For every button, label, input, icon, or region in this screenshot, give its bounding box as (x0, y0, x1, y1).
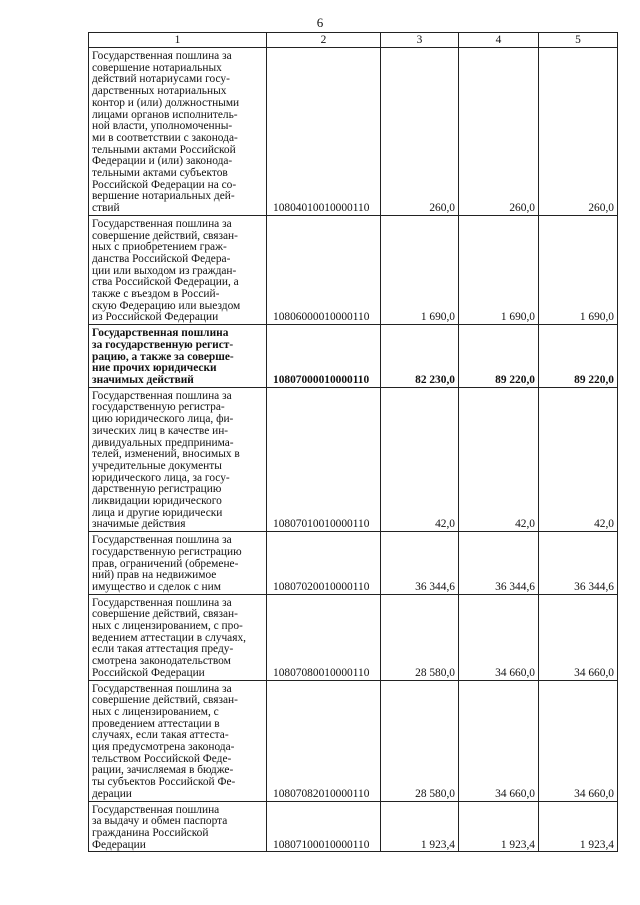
description-line: цию юридического лица, фи- (92, 413, 234, 426)
table-row (89, 801, 618, 852)
description-line: проведением аттестации в (92, 717, 220, 730)
budget-code: 10806000010000110 (267, 215, 381, 324)
description-line: рации, зачисляемая в бюдже- (92, 764, 234, 777)
value-col-3: 42,0 (381, 387, 459, 531)
value-col-4: 1 690,0 (459, 215, 539, 324)
header-col-5: 5 (539, 33, 618, 48)
description-line: государственную регистра- (92, 401, 225, 414)
description-line: за государственную регист- (92, 338, 234, 351)
description-line: Федерации и (или) законода- (92, 155, 233, 168)
description-line: Государственная пошлина (92, 327, 229, 340)
value-col-4: 1 923,4 (459, 801, 539, 852)
page-number: 6 (316, 15, 324, 30)
value-col-3: 1 690,0 (381, 215, 459, 324)
value-col-3: 36 344,6 (381, 532, 459, 595)
description-line: прав, ограничений (обремене- (92, 557, 239, 570)
description-line: рацию, а также за соверше- (92, 350, 234, 363)
header-col-2: 2 (267, 33, 381, 48)
description-line: Государственная пошлина за (92, 682, 232, 695)
budget-code: 10807080010000110 (267, 594, 381, 680)
description-line: значимых действий (92, 373, 194, 386)
table-row (89, 325, 618, 388)
description-line: государственную регистрацию (92, 545, 242, 558)
value-col-5: 42,0 (539, 387, 618, 531)
value-col-5: 34 660,0 (539, 594, 618, 680)
description-line: ных с приобретением граж- (92, 241, 227, 254)
value-col-4: 42,0 (459, 387, 539, 531)
value-col-3: 28 580,0 (381, 594, 459, 680)
description-line: действий нотариусами госу- (92, 73, 230, 86)
value-col-5: 1 690,0 (539, 215, 618, 324)
value-col-4: 89 220,0 (459, 325, 539, 388)
table-row (89, 215, 618, 324)
description-line: дарственную регистрацию (92, 483, 222, 496)
description-line: дарственных нотариальных (92, 85, 227, 98)
budget-code: 10807010010000110 (267, 387, 381, 531)
header-col-3: 3 (381, 33, 459, 48)
value-col-5: 260,0 (539, 48, 618, 216)
description-line: Государственная пошлина за (92, 596, 232, 609)
description-line: ствий (92, 202, 120, 215)
description-line: ведением аттестации в случаях, (92, 631, 247, 644)
description-line: лицами органов исполнитель- (92, 108, 238, 121)
description-line: дивидуальных предпринима- (92, 436, 234, 449)
value-col-5: 1 923,4 (539, 801, 618, 852)
description-line: за выдачу и обмен паспорта (92, 815, 228, 828)
description-line: совершение действий, связан- (92, 608, 238, 621)
description-line: скую Федерацию или выездом (92, 299, 241, 312)
description-line: ной власти, уполномоченны- (92, 120, 233, 133)
description-line: тельными актами Российской (92, 143, 236, 156)
description-line: ции или выходом из граждан- (92, 264, 237, 277)
row-description (89, 387, 267, 531)
description-line: ми в соответствии с законода- (92, 131, 238, 144)
description-line: данства Российской Федера- (92, 252, 231, 265)
table-row (89, 680, 618, 801)
description-line: юридического лица, за госу- (92, 471, 230, 484)
description-line: дерации (92, 787, 132, 800)
row-description (89, 48, 267, 216)
description-line: тельными актами субъектов (92, 167, 228, 180)
description-line: вершение нотариальных дей- (92, 190, 235, 203)
description-line: Государственная пошлина за (92, 389, 232, 402)
budget-code: 10807000010000110 (267, 325, 381, 388)
value-col-4: 260,0 (459, 48, 539, 216)
description-line: также с въездом в Россий- (92, 288, 220, 301)
description-line: ний) прав на недвижимое (92, 569, 217, 582)
value-col-5: 34 660,0 (539, 680, 618, 801)
budget-code: 10804010010000110 (267, 48, 381, 216)
description-line: ства Российской Федерации, а (92, 276, 239, 289)
budget-code: 10807082010000110 (267, 680, 381, 801)
description-line: значимые действия (92, 518, 186, 531)
description-line: лица и другие юридически (92, 506, 223, 519)
row-description (89, 801, 267, 852)
description-line: контор и (или) должностными (92, 96, 240, 109)
value-col-5: 89 220,0 (539, 325, 618, 388)
description-line: ние прочих юридически (92, 362, 217, 375)
value-col-3: 82 230,0 (381, 325, 459, 388)
description-line: ных с лицензированием, с (92, 705, 219, 718)
description-line: зических лиц в качестве ин- (92, 424, 229, 437)
description-line: ликвидации юридического (92, 495, 222, 508)
value-col-3: 28 580,0 (381, 680, 459, 801)
value-col-4: 34 660,0 (459, 594, 539, 680)
description-line: Российской Федерации на со- (92, 178, 237, 191)
description-line: Федерации (92, 838, 146, 851)
description-line: тельством Российской Феде- (92, 752, 232, 765)
description-line: совершение действий, связан- (92, 694, 238, 707)
value-col-4: 34 660,0 (459, 680, 539, 801)
table-row (89, 594, 618, 680)
description-line: случаях, если такая аттеста- (92, 729, 229, 742)
table-row (89, 532, 618, 595)
description-line: имущество и сделок с ним (92, 580, 221, 593)
description-line: совершение действий, связан- (92, 229, 238, 242)
header-col-4: 4 (459, 33, 539, 48)
description-line: Государственная пошлина (92, 803, 220, 816)
description-line: учредительные документы (92, 459, 222, 472)
row-description (89, 532, 267, 595)
description-line: смотрена законодательством (92, 655, 231, 668)
table-row (89, 48, 618, 216)
budget-table (88, 32, 618, 852)
value-col-4: 36 344,6 (459, 532, 539, 595)
budget-code: 10807100010000110 (267, 801, 381, 852)
row-description (89, 215, 267, 324)
description-line: Государственная пошлина за (92, 217, 232, 230)
header-row (89, 33, 618, 48)
description-line: гражданина Российской (92, 827, 209, 839)
row-description (89, 325, 267, 388)
description-line: если такая аттестация преду- (92, 643, 234, 656)
description-line: Государственная пошлина за (92, 534, 232, 547)
description-line: ных с лицензированием, с про- (92, 620, 243, 633)
value-col-3: 1 923,4 (381, 801, 459, 852)
row-description (89, 680, 267, 801)
description-line: ция предусмотрена законода- (92, 741, 235, 754)
header-col-1: 1 (89, 33, 267, 48)
table-row (89, 387, 618, 531)
row-description (89, 594, 267, 680)
description-line: ты субъектов Российской Фе- (92, 776, 236, 789)
description-line: Российской Федерации (92, 666, 205, 679)
description-line: совершение нотариальных (92, 61, 222, 74)
description-line: из Российской Федерации (92, 311, 219, 324)
budget-code: 10807020010000110 (267, 532, 381, 595)
description-line: Государственная пошлина за (92, 50, 232, 62)
description-line: телей, изменений, вносимых в (92, 448, 240, 461)
value-col-5: 36 344,6 (539, 532, 618, 595)
value-col-3: 260,0 (381, 48, 459, 216)
